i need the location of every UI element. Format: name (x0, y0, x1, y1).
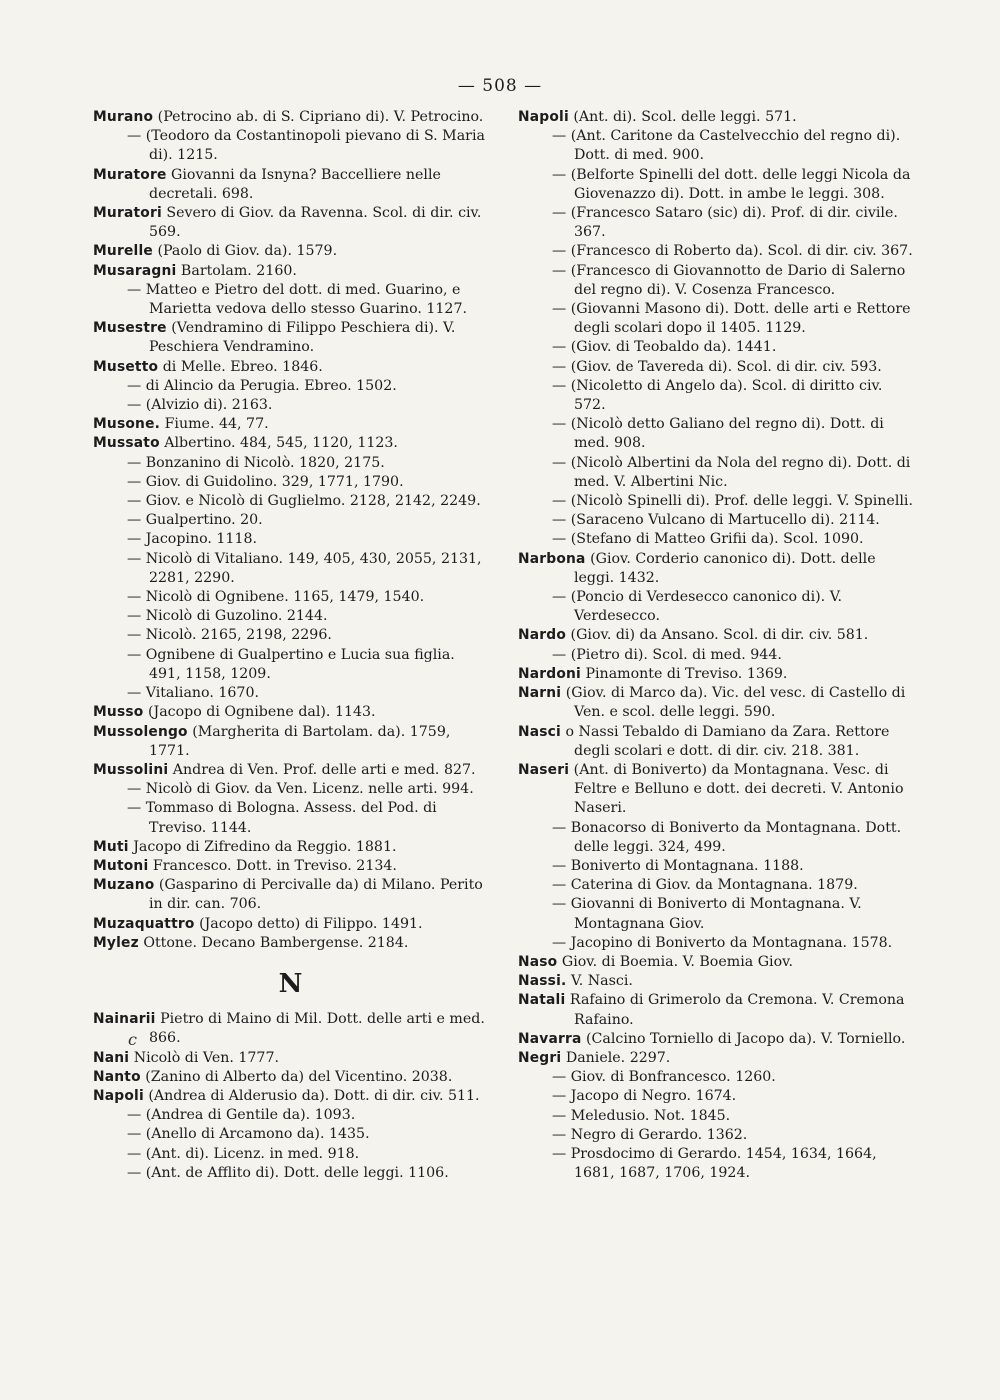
index-subentry: — Nicolò di Vitaliano. 149, 405, 430, 2055, 2131, 2281, 2290. (127, 550, 482, 586)
index-column-left (93, 108, 488, 1183)
index-subentry: — Giov. di Bonfrancesco. 1260. (552, 1069, 776, 1086)
entry-text: (Calcino Torniello di Jacopo da). V. Torniello. (581, 1030, 906, 1047)
index-entry (518, 991, 913, 1029)
index-entry (518, 665, 913, 684)
index-subentry: — Prosdocimo di Gerardo. 1454, 1634, 1664, 1681, 1687, 1706, 1924. (552, 1145, 877, 1182)
entry-text: (Vendramino di Filippo Peschiera di). V. Peschiera Vendramino. (149, 320, 456, 356)
entry-text: Nicolò di Ven. 1777. (129, 1049, 279, 1066)
entry-text: Bartolam. 2160. (176, 262, 297, 279)
index-subentry: — (Alvizio di). 2163. (127, 397, 273, 414)
index-subentry: — (Nicoletto di Angelo da). Scol. di diritto civ. 572. (552, 377, 883, 414)
index-subentry: — Nicolò. 2165, 2198, 2296. (127, 627, 332, 644)
entry-text: Rafaino di Grimerolo da Cremona. V. Cremona Rafaino. (565, 992, 905, 1028)
index-entry (93, 319, 488, 357)
index-subentry: — Jacopo di Negro. 1674. (552, 1088, 737, 1105)
index-entry (93, 1049, 488, 1068)
index-subentry: — Giovanni di Boniverto di Montagnana. V. Montagnana Giov. (552, 896, 862, 932)
entry-headword: Navarra (518, 1030, 582, 1047)
entry-headword: Mussolengo (93, 723, 188, 740)
index-entry (93, 204, 488, 242)
entry-text: Jacopo di Zifredino da Reggio. 1881. (128, 838, 397, 855)
entry-headword: Muratore (93, 166, 167, 183)
index-entry (93, 876, 488, 914)
entry-text: Giov. di Boemia. V. Boemia Giov. (557, 953, 793, 970)
index-subentry: — Nicolò di Giov. da Ven. Licenz. nelle arti. 994. (127, 781, 474, 798)
entry-headword: Napoli (518, 109, 569, 125)
index-subentry: — (Nicolò Spinelli di). Prof. delle leggi. V. Spinelli. (552, 493, 913, 510)
index-entry (93, 761, 488, 780)
index-subentry: — (Francesco Sataro (sic) di). Prof. di dir. civile. 367. (552, 205, 898, 241)
index-entry (518, 550, 913, 588)
index-subentry: — Giov. e Nicolò di Guglielmo. 2128, 2142, 2249. (127, 493, 481, 510)
index-subentry: — Caterina di Giov. da Montagnana. 1879. (552, 877, 858, 894)
index-entry (93, 723, 488, 761)
index-subentry: — Vitaliano. 1670. (127, 685, 259, 702)
index-subentry: — (Belforte Spinelli del dott. delle leggi Nicola da Giovenazzo di). Dott. in ambe le leggi. 308. (552, 166, 911, 202)
entry-text: (Jacopo di Ognibene dal). 1143. (143, 704, 376, 721)
index-subentry: — (Francesco di Roberto da). Scol. di dir. civ. 367. (552, 243, 913, 260)
index-entry (93, 262, 488, 281)
entry-headword: Natali (518, 992, 566, 1009)
index-subentry: — (Giov. de Tavereda di). Scol. di dir. civ. 593. (552, 358, 882, 375)
index-entry (93, 934, 488, 953)
index-subentry: — (Teodoro da Costantinopoli pievano di S. Maria di). 1215. (127, 128, 485, 164)
index-entry (93, 1010, 488, 1048)
entry-text: (Andrea di Alderusio da). Dott. di dir. civ. 511. (143, 1087, 480, 1104)
entry-headword: Nardo (518, 627, 567, 644)
entry-headword: Nanto (93, 1068, 141, 1085)
index-subentry: — (Anello di Arcamono da). 1435. (127, 1126, 370, 1143)
entry-headword: Napoli (93, 1087, 144, 1104)
entry-text: Pietro di Maino di Mil. Dott. delle arti e med. 866. (149, 1011, 485, 1047)
entry-headword: Musso (93, 704, 144, 721)
entry-headword: Naseri (518, 761, 570, 778)
index-subentry: — Nicolò di Ognibene. 1165, 1479, 1540. (127, 589, 425, 606)
entry-headword: Mylez (93, 934, 139, 951)
index-entry (518, 108, 913, 127)
index-subentry: — (Stefano di Matteo Grifii da). Scol. 1090. (552, 531, 864, 548)
entry-headword: Murelle (93, 243, 153, 260)
index-subentry: — Meledusio. Not. 1845. (552, 1107, 731, 1124)
index-subentry: — Boniverto di Montagnana. 1188. (552, 857, 804, 874)
index-subentry: — Tommaso di Bologna. Assess. del Pod. di Treviso. 1144. (127, 800, 437, 836)
index-entry (93, 1068, 488, 1087)
entry-text: Albertino. 484, 545, 1120, 1123. (159, 435, 398, 452)
index-entry (93, 242, 488, 261)
entry-headword: Narbona (518, 550, 586, 567)
index-subentry: — (Ant. Caritone da Castelvecchio del regno di). Dott. di med. 900. (552, 128, 901, 164)
index-column-right (518, 108, 913, 1183)
index-subentry: — (Ant. de Afflito di). Dott. delle leggi. 1106. (127, 1164, 449, 1181)
index-subentry: — Nicolò di Guzolino. 2144. (127, 608, 328, 625)
index-entry (518, 1049, 913, 1068)
index-entry (518, 684, 913, 722)
entry-text: (Ant. di). Scol. delle leggi. 571. (568, 109, 797, 125)
index-entry (93, 915, 488, 934)
index-entry (93, 108, 488, 127)
entry-text: Pinamonte di Treviso. 1369. (580, 665, 788, 682)
index-entry (93, 1087, 488, 1106)
entry-headword: Negri (518, 1049, 562, 1066)
entry-headword: Murano (93, 109, 154, 125)
index-subentry: — Matteo e Pietro del dott. di med. Guarino, e Marietta vedova dello stesso Guarino. 1127. (127, 281, 467, 318)
entry-headword: Naso (518, 953, 558, 970)
index-subentry: — Jacopino di Boniverto da Montagnana. 1578. (552, 934, 893, 951)
index-entry (93, 434, 488, 453)
entry-text: Severo di Giov. da Ravenna. Scol. di dir. civ. 569. (149, 205, 482, 241)
entry-text: Francesco. Dott. in Treviso. 2134. (148, 857, 397, 874)
index-subentry: — Negro di Gerardo. 1362. (552, 1126, 748, 1143)
index-entry (518, 626, 913, 645)
index-subentry: — (Nicolò detto Galiano del regno di). Dott. di med. 908. (552, 416, 884, 452)
entry-headword: Nainarii (93, 1011, 156, 1028)
entry-text: (Jacopo detto) di Filippo. 1491. (194, 915, 423, 932)
index-entry (93, 838, 488, 857)
index-subentry: — Bonzanino di Nicolò. 1820, 2175. (127, 454, 385, 471)
entry-text: V. Nasci. (566, 973, 633, 990)
index-subentry: — Jacopino. 1118. (127, 531, 258, 548)
entry-text: o Nassi Tebaldo di Damiano da Zara. Rettore degli scolari e dott. di dir. civ. 218. 381. (560, 723, 890, 759)
index-entry (93, 703, 488, 722)
index-entry (518, 1030, 913, 1049)
entry-headword: Mussolini (93, 761, 169, 778)
index-entry (93, 358, 488, 377)
index-entry (518, 953, 913, 972)
entry-text: Andrea di Ven. Prof. delle arti e med. 827. (168, 761, 476, 778)
index-subentry: — (Giovanni Masono di). Dott. delle arti e Rettore degli scolari dopo il 1405. 1129. (552, 301, 911, 337)
index-entry (518, 972, 913, 991)
index-subentry: — Giov. di Guidolino. 329, 1771, 1790. (127, 473, 404, 490)
entry-text: Ottone. Decano Bambergense. 2184. (138, 934, 409, 951)
section-letter: N (278, 968, 303, 999)
index-subentry: — di Alincio da Perugia. Ebreo. 1502. (127, 377, 397, 394)
entry-text: (Giov. di) da Ansano. Scol. di dir. civ. 581. (566, 627, 869, 644)
entry-headword: Nasci (518, 723, 561, 740)
page-number: — 508 — (457, 76, 543, 96)
index-subentry: — Gualpertino. 20. (127, 512, 263, 529)
index-entry (518, 761, 913, 819)
entry-headword: Muratori (93, 205, 162, 222)
entry-headword: Narni (518, 685, 562, 702)
index-subentry: — (Ant. di). Licenz. in med. 918. (127, 1145, 360, 1162)
entry-text: (Zanino di Alberto da) del Vicentino. 2038. (140, 1068, 453, 1085)
entry-text: (Giov. Corderio canonico di). Dott. delle leggi. 1432. (574, 550, 876, 586)
entry-text: (Margherita di Bartolam. da). 1759, 1771. (149, 723, 451, 759)
index-subentry: — (Nicolò Albertini da Nola del regno di). Dott. di med. V. Albertini Nic. (552, 454, 911, 490)
entry-headword: Musone. (93, 416, 161, 433)
entry-headword: Musetto (93, 358, 159, 375)
index-subentry: — (Francesco di Giovannotto de Dario di Salerno del regno di). V. Cosenza Francesco. (552, 262, 906, 298)
index-subentry: — Ognibene di Gualpertino e Lucia sua figlia. 491, 1158, 1209. (127, 646, 455, 682)
index-subentry: — (Giov. di Teobaldo da). 1441. (552, 339, 777, 356)
entry-headword: Mutoni (93, 857, 149, 874)
entry-headword: Muti (93, 838, 129, 855)
entry-text: Fiume. 44, 77. (160, 416, 269, 433)
entry-text: (Ant. di Boniverto) da Montagnana. Vesc. di Feltre e Belluno e dott. dei decreti. V. Antonio Naseri. (569, 761, 904, 817)
index-subentry: — (Pietro di). Scol. di med. 944. (552, 646, 782, 663)
index-subentry: — (Poncio di Verdesecco canonico di). V. Verdesecco. (552, 589, 842, 625)
index-entry (518, 723, 913, 761)
handwritten-annotation: c (128, 1030, 137, 1049)
index-subentry: — Bonacorso di Boniverto da Montagnana. Dott. delle leggi. 324, 499. (552, 819, 902, 855)
entry-headword: Mussato (93, 435, 160, 452)
entry-headword: Muzaquattro (93, 915, 195, 932)
index-subentry: — (Andrea di Gentile da). 1093. (127, 1107, 356, 1124)
entry-headword: Nassi. (518, 973, 567, 990)
entry-text: (Petrocino ab. di S. Cipriano di). V. Petrocino. (153, 109, 484, 125)
entry-headword: Nardoni (518, 665, 581, 682)
entry-text: Giovanni da Isnyna? Baccelliere nelle decretali. 698. (149, 166, 441, 202)
entry-text: (Gasparino di Percivalle da) di Milano. Perito in dir. can. 706. (149, 877, 483, 913)
index-entry (93, 415, 488, 434)
entry-text: (Paolo di Giov. da). 1579. (152, 243, 338, 260)
index-subentry: — (Saraceno Vulcano di Martucello di). 2114. (552, 512, 880, 529)
index-entry (93, 166, 488, 204)
entry-text: di Melle. Ebreo. 1846. (158, 358, 323, 375)
entry-headword: Muzano (93, 877, 155, 894)
entry-headword: Musestre (93, 320, 167, 337)
entry-text: (Giov. di Marco da). Vic. del vesc. di Castello di Ven. e scol. delle leggi. 590. (561, 685, 906, 721)
entry-headword: Musaragni (93, 262, 177, 279)
entry-text: Daniele. 2297. (561, 1049, 671, 1066)
entry-headword: Nani (93, 1049, 130, 1066)
index-entry (93, 857, 488, 876)
